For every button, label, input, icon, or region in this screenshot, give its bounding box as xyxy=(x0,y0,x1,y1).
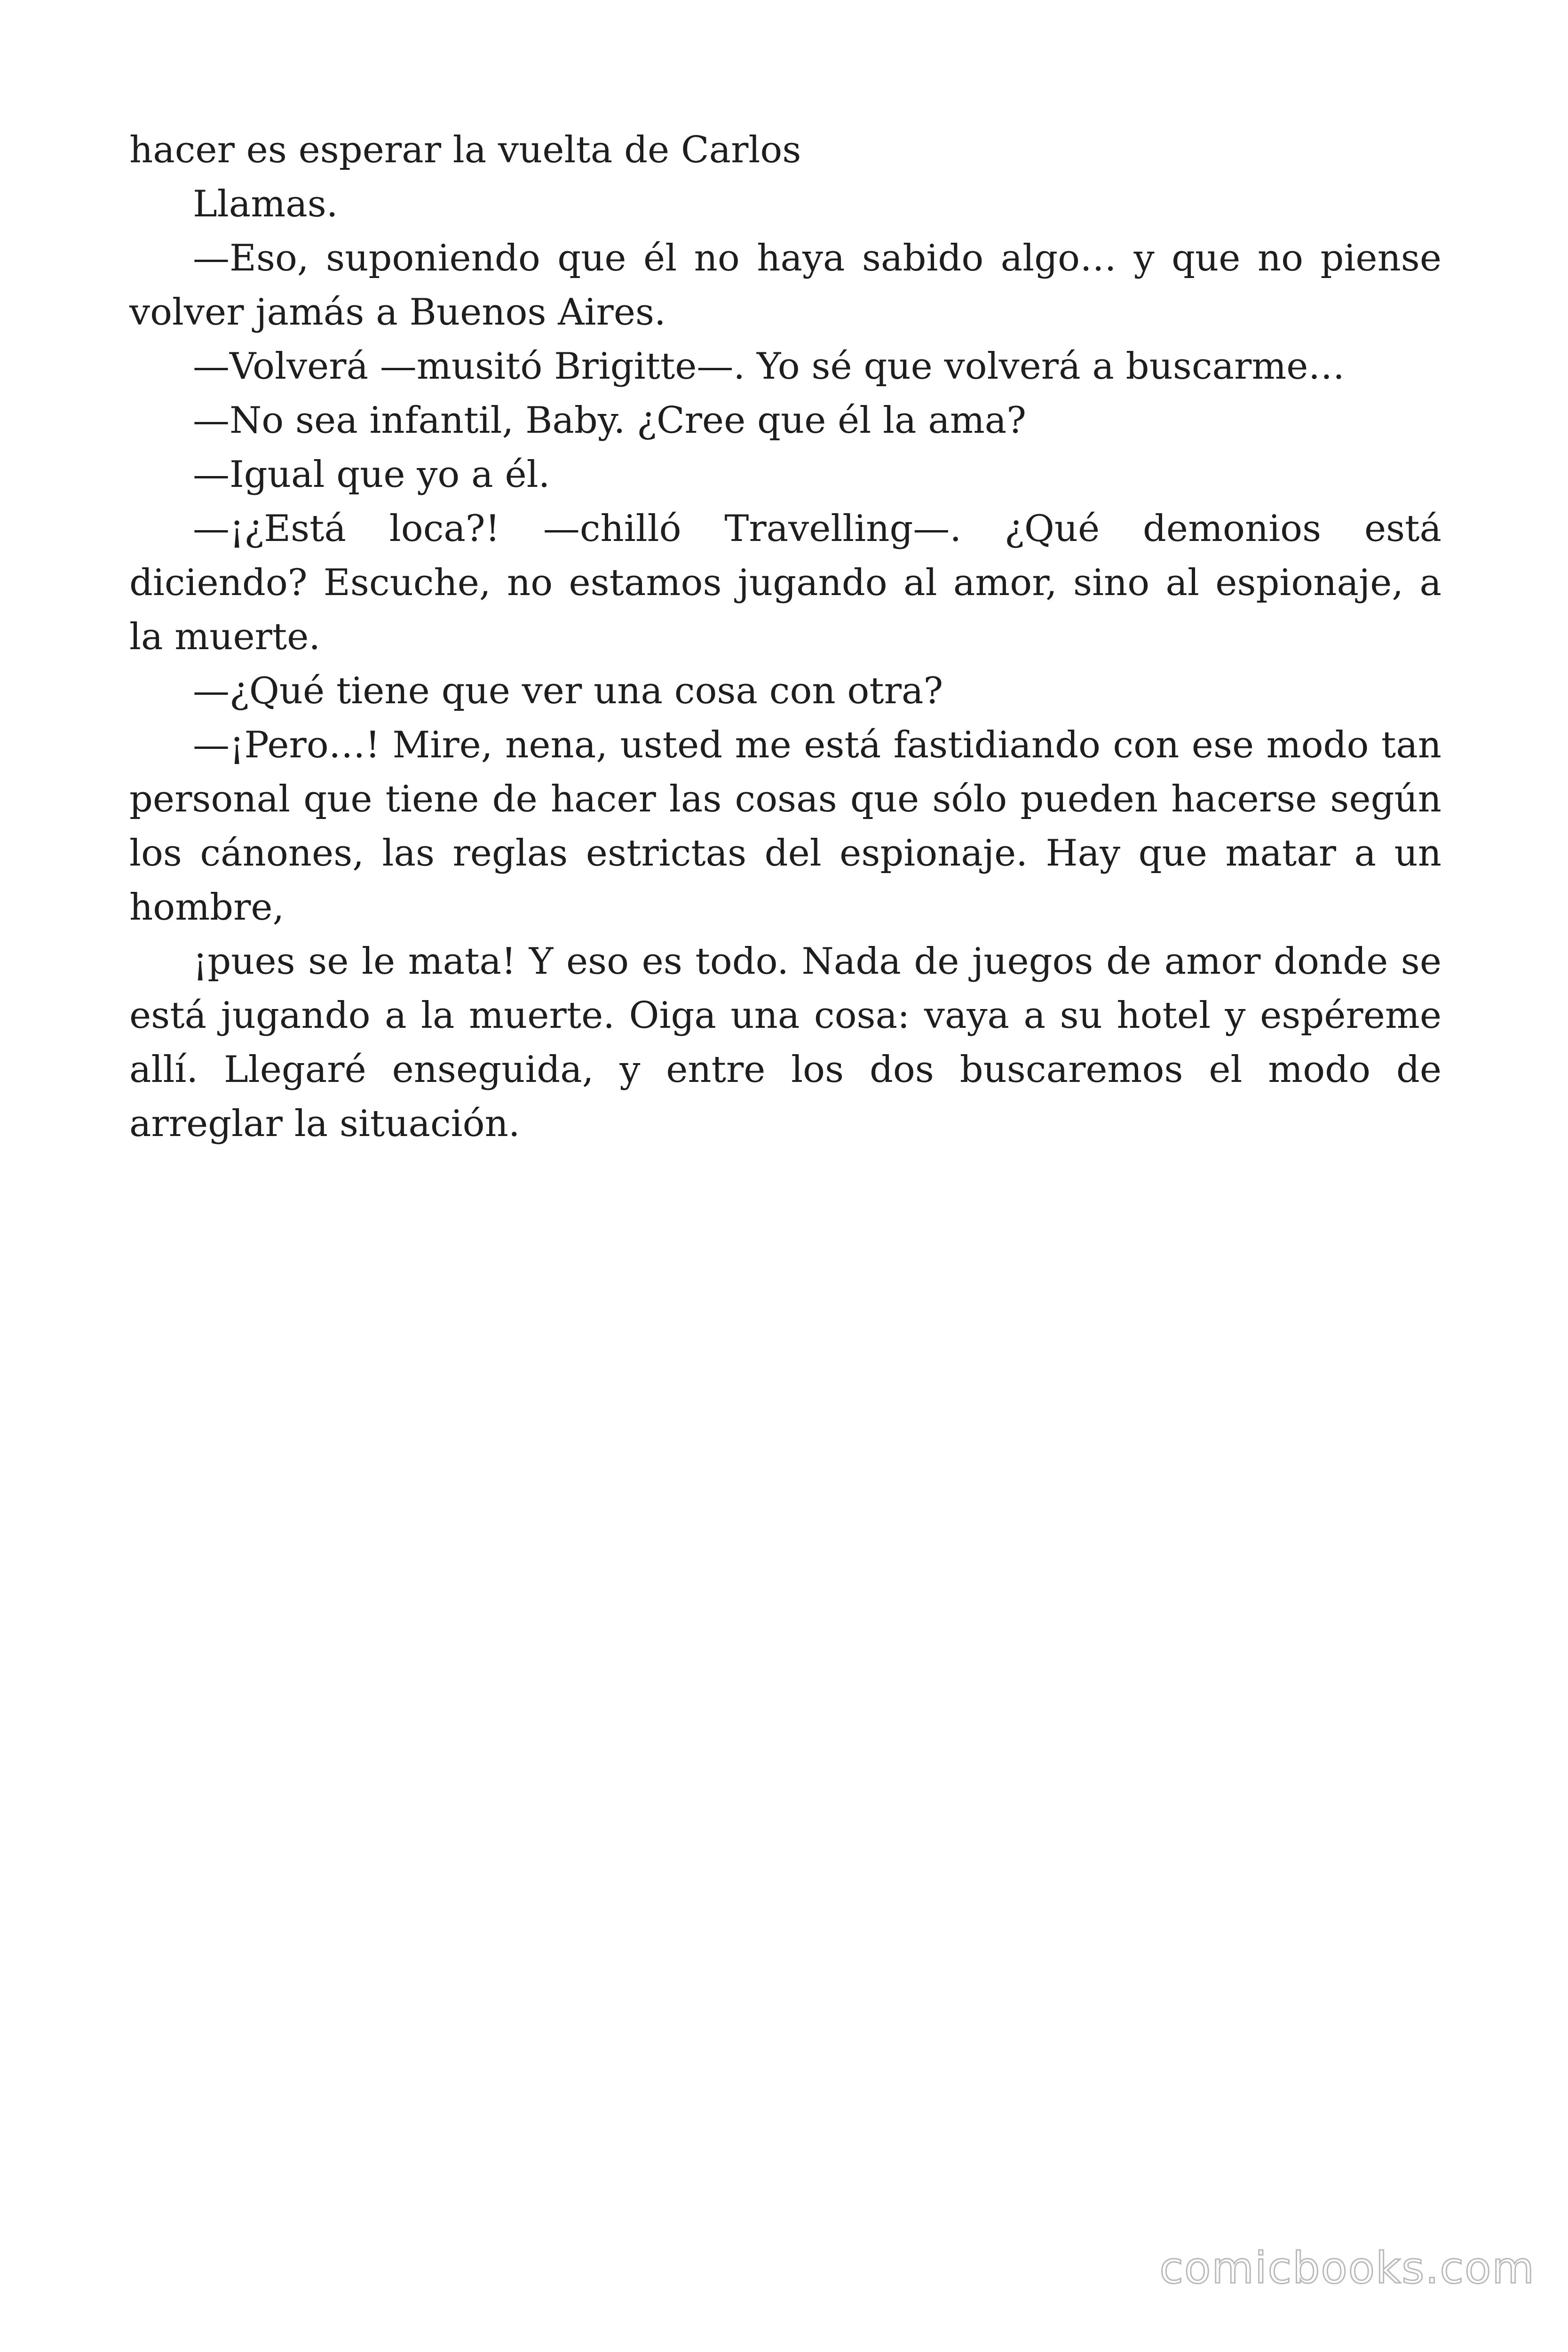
watermark: comicbooks.com xyxy=(1159,2243,1535,2293)
paragraph-4: —Volverá —musitó Brigitte—. Yo sé que volverá a buscarme… xyxy=(193,345,1345,388)
page-text xyxy=(129,123,1441,1151)
paragraph-8: —¿Qué tiene que ver una cosa con otra? xyxy=(193,670,943,712)
paragraph-6: —Igual que yo a él. xyxy=(193,453,550,496)
paragraph-5: —No sea infantil, Baby. ¿Cree que él la ama? xyxy=(193,399,1027,442)
paragraph-9: —¡Pero…! Mire, nena, usted me está fastidiando con ese modo tan personal que tiene de hacer las cosas que sólo pueden hacerse según los cánones, las reglas estrictas del espionaje. Hay que matar a un hombre, xyxy=(129,724,1441,929)
paragraph-7: —¡¿Está loca?! —chilló Travelling—. ¿Qué demonios está diciendo? Escuche, no estamos jugando al amor, sino al espionaje, a la muerte. xyxy=(129,508,1441,658)
paragraph-1: hacer es esperar la vuelta de Carlos xyxy=(129,129,801,171)
paragraph-3: —Eso, suponiendo que él no haya sabido algo… y que no piense volver jamás a Buenos Aires. xyxy=(129,237,1441,334)
paragraph-10: ¡pues se le mata! Y eso es todo. Nada de juegos de amor donde se está jugando a la muerte. Oiga una cosa: vaya a su hotel y espéreme allí. Llegaré enseguida, y entre los dos buscaremos el modo de arreglar la situación. xyxy=(129,940,1441,1145)
paragraph-2: Llamas. xyxy=(193,183,338,225)
